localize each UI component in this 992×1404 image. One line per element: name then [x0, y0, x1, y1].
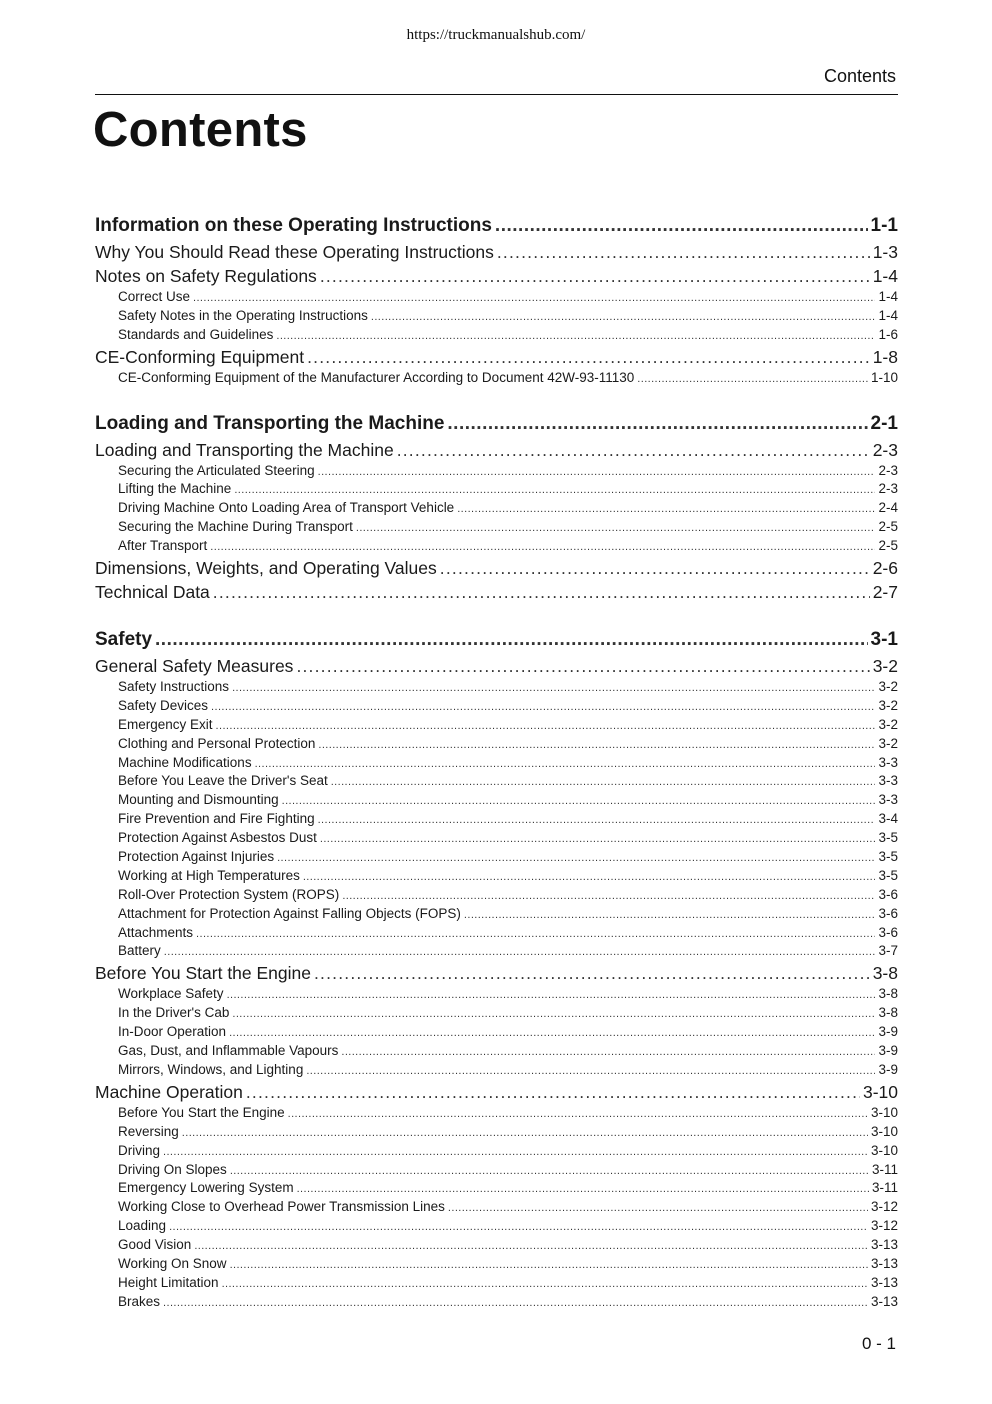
toc-subsection[interactable] [95, 326, 898, 345]
dot-leader [155, 626, 868, 654]
toc-entry-title: Before You Leave the Driver's Seat [118, 773, 328, 789]
dot-leader [318, 736, 875, 754]
toc-entry-title: Roll-Over Protection System (ROPS) [118, 886, 340, 902]
toc-entry-page: 3-1 [870, 629, 898, 651]
toc-entry-page: 2-7 [872, 582, 898, 603]
toc-entry-title: Driving Machine Onto Loading Area of Transport Vehicle [118, 500, 455, 516]
toc-subsection[interactable] [95, 1042, 898, 1061]
toc-section[interactable] [95, 961, 898, 985]
dot-leader [356, 519, 876, 537]
toc-entry-title: Loading [118, 1218, 167, 1234]
toc-entry-page: 1-1 [870, 215, 898, 236]
toc-entry-page: 3-12 [870, 1199, 898, 1215]
dot-leader [230, 1162, 869, 1180]
toc-subsection[interactable] [95, 924, 898, 943]
dot-leader [194, 1237, 868, 1255]
toc-entry-page: 3-2 [878, 716, 898, 732]
dot-leader [318, 463, 876, 481]
dot-leader [318, 811, 876, 829]
toc-section[interactable] [95, 240, 898, 264]
toc-entry-title: Machine Operation [95, 1081, 243, 1102]
dot-leader [320, 264, 870, 288]
toc-subsection[interactable] [95, 754, 898, 773]
toc-subsection[interactable] [95, 678, 898, 697]
page-number: 0 - 1 [861, 1334, 896, 1353]
toc-subsection[interactable] [95, 697, 898, 716]
dot-leader [164, 943, 876, 961]
toc-subsection[interactable] [95, 499, 898, 518]
toc-subsection[interactable] [95, 1061, 898, 1080]
toc-entry-title: Mirrors, Windows, and Lighting [118, 1061, 304, 1077]
dot-leader [246, 1080, 860, 1104]
dot-leader [306, 1062, 875, 1080]
toc-subsection[interactable] [95, 1293, 898, 1312]
toc-entry-page: 3-8 [872, 963, 898, 984]
dot-leader [303, 868, 876, 886]
toc-entry-page: 1-6 [878, 326, 898, 342]
toc-entry-page: 3-3 [878, 754, 898, 770]
toc-subsection[interactable] [95, 288, 898, 307]
toc-entry-title: Protection Against Injuries [118, 849, 275, 865]
toc-entry-title: In-Door Operation [118, 1024, 227, 1040]
dot-leader [457, 500, 875, 518]
toc-chapter[interactable] [95, 626, 898, 654]
toc-entry-title: Attachments [118, 924, 194, 940]
dot-leader [227, 986, 876, 1004]
dot-leader [213, 580, 870, 604]
toc-entry-page: 3-10 [870, 1142, 898, 1158]
dot-leader [320, 830, 876, 848]
section-gap [95, 388, 898, 410]
toc-entry-title: Before You Start the Engine [118, 1104, 285, 1120]
toc-entry-title: Driving [118, 1142, 161, 1158]
dot-leader [497, 240, 870, 264]
dot-leader [216, 717, 876, 735]
toc-subsection[interactable] [95, 1236, 898, 1255]
dot-leader [288, 1105, 868, 1123]
toc-entry-title: Loading and Transporting the Machine [95, 412, 445, 434]
toc-entry-page: 3-8 [878, 986, 898, 1002]
toc-entry-page: 3-2 [878, 697, 898, 713]
dot-leader [331, 773, 876, 791]
toc-subsection[interactable] [95, 1161, 898, 1180]
toc-subsection[interactable] [95, 480, 898, 499]
dot-leader [342, 887, 875, 905]
dot-leader [211, 698, 875, 716]
source-url[interactable]: https://truckmanualshub.com/ [406, 27, 586, 43]
toc-entry-page: 1-4 [878, 289, 898, 304]
toc-entry-page: 1-3 [872, 242, 898, 262]
toc-subsection[interactable] [95, 829, 898, 848]
toc-entry-title: Gas, Dust, and Inflammable Vapours [118, 1043, 339, 1059]
dot-leader [297, 1180, 869, 1198]
toc-entry-title: Lifting the Machine [118, 481, 232, 497]
dot-leader [440, 556, 870, 580]
toc-entry-title: Brakes [118, 1293, 161, 1309]
toc-entry-title: Dimensions, Weights, and Operating Values [95, 558, 437, 579]
toc-entry-page: 3-8 [878, 1005, 898, 1021]
toc-entry-title: Information on these Operating Instructions [95, 215, 492, 236]
dot-leader [371, 308, 876, 326]
toc-subsection[interactable] [95, 307, 898, 326]
toc-entry-page: 2-4 [878, 500, 898, 516]
dot-leader [222, 1275, 868, 1293]
toc-section[interactable] [95, 438, 898, 462]
dot-leader [169, 1218, 868, 1236]
toc-entry-page: 3-5 [878, 867, 898, 883]
toc-subsection[interactable] [95, 1104, 898, 1123]
toc-entry-title: After Transport [118, 538, 208, 554]
dot-leader [637, 370, 868, 388]
toc-entry-title: Safety Instructions [118, 679, 230, 695]
toc-subsection[interactable] [95, 985, 898, 1004]
toc-entry-title: CE-Conforming Equipment of the Manufacturer According to Document 42W-93-11130 [118, 369, 635, 385]
toc-entry-page: 3-10 [870, 1104, 898, 1120]
dot-leader [282, 792, 876, 810]
dot-leader [232, 679, 875, 697]
toc-entry-page: 3-11 [871, 1180, 898, 1196]
dot-leader [341, 1043, 875, 1061]
toc-subsection[interactable] [95, 537, 898, 556]
dot-leader [464, 906, 876, 924]
toc-entry-title: Fire Prevention and Fire Fighting [118, 811, 315, 827]
toc-entry-title: Working On Snow [118, 1255, 227, 1271]
toc-entry-page: 2-3 [878, 462, 898, 478]
toc-entry-title: Clothing and Personal Protection [118, 735, 316, 751]
toc-section[interactable] [95, 264, 898, 288]
toc-entry-page: 1-4 [872, 266, 898, 286]
toc-section[interactable] [95, 345, 898, 369]
toc-entry-page: 3-13 [870, 1293, 898, 1309]
page-title: Contents [93, 103, 308, 157]
toc-entry-page: 3-2 [878, 679, 898, 695]
toc-entry-title: Driving On Slopes [118, 1161, 227, 1177]
toc-subsection[interactable] [95, 1255, 898, 1274]
toc-entry-page: 3-7 [878, 943, 898, 959]
toc-entry-page: 2-3 [872, 439, 898, 460]
dot-leader [277, 849, 875, 867]
toc-entry-page: 3-5 [878, 830, 898, 846]
toc-entry-title: Notes on Safety Regulations [95, 266, 317, 286]
toc-entry-title: Safety [95, 629, 153, 651]
toc-section[interactable] [95, 654, 898, 678]
dot-leader [307, 345, 870, 369]
toc-subsection[interactable] [95, 810, 898, 829]
toc-entry-page: 1-8 [872, 346, 898, 367]
toc-entry-title: Working Close to Overhead Power Transmission Lines [118, 1199, 445, 1215]
toc-entry-title: Protection Against Asbestos Dust [118, 830, 317, 846]
toc-entry-page: 3-6 [878, 905, 898, 921]
toc-entry-title: Standards and Guidelines [118, 326, 274, 342]
dot-leader [234, 481, 875, 499]
dot-leader [232, 1005, 875, 1023]
toc-entry-page: 2-3 [878, 481, 898, 497]
toc-entry-title: CE-Conforming Equipment [95, 346, 305, 367]
toc-entry-page: 3-13 [870, 1274, 898, 1290]
toc-entry-title: Correct Use [118, 289, 191, 304]
toc-subsection[interactable] [95, 1198, 898, 1217]
toc-subsection[interactable] [95, 518, 898, 537]
toc-entry-page: 2-1 [870, 412, 898, 434]
toc-subsection[interactable] [95, 791, 898, 810]
toc-entry-page: 3-3 [878, 792, 898, 808]
toc-subsection[interactable] [95, 867, 898, 886]
toc-subsection[interactable] [95, 772, 898, 791]
toc-entry-page: 3-9 [878, 1043, 898, 1059]
dot-leader [230, 1256, 868, 1274]
toc-entry-page: 3-10 [862, 1081, 898, 1102]
toc-subsection[interactable] [95, 1179, 898, 1198]
toc-entry-title: Securing the Machine During Transport [118, 519, 353, 535]
dot-leader [448, 1199, 868, 1217]
toc-entry-page: 3-2 [872, 656, 898, 677]
toc-entry-page: 2-5 [878, 538, 898, 554]
dot-leader [196, 925, 875, 943]
toc-subsection[interactable] [95, 1217, 898, 1236]
dot-leader [296, 654, 869, 678]
toc-entry-title: Safety Devices [118, 697, 209, 713]
toc-entry-title: Technical Data [95, 582, 210, 603]
toc-entry-page: 3-13 [870, 1237, 898, 1253]
toc-subsection[interactable] [95, 1142, 898, 1161]
toc-entry-title: Machine Modifications [118, 754, 252, 770]
toc-subsection[interactable] [95, 1123, 898, 1142]
toc-subsection[interactable] [95, 1004, 898, 1023]
toc-entry-page: 3-9 [878, 1024, 898, 1040]
toc-subsection[interactable] [95, 886, 898, 905]
toc-entry-page: 2-6 [872, 558, 898, 579]
dot-leader [276, 327, 875, 345]
toc-entry-title: Mounting and Dismounting [118, 792, 279, 808]
toc-subsection[interactable] [95, 369, 898, 388]
toc-entry-title: Emergency Lowering System [118, 1180, 294, 1196]
dot-leader [163, 1294, 868, 1312]
toc-subsection[interactable] [95, 848, 898, 867]
table-of-contents [95, 212, 898, 1312]
toc-entry-page: 3-4 [878, 811, 898, 827]
toc-entry-title: Good Vision [118, 1237, 192, 1253]
toc-entry-page: 3-6 [878, 924, 898, 940]
toc-entry-title: Battery [118, 943, 161, 959]
toc-subsection[interactable] [95, 735, 898, 754]
dot-leader [163, 1143, 868, 1161]
dot-leader [210, 538, 875, 556]
header-rule [95, 94, 898, 95]
toc-entry-title: Height Limitation [118, 1274, 219, 1290]
toc-entry-title: General Safety Measures [95, 656, 294, 677]
toc-section[interactable] [95, 580, 898, 604]
dot-leader [182, 1124, 868, 1142]
toc-subsection[interactable] [95, 942, 898, 961]
toc-entry-page: 2-5 [878, 519, 898, 535]
toc-entry-title: Securing the Articulated Steering [118, 462, 315, 478]
toc-entry-page: 3-12 [870, 1218, 898, 1234]
toc-entry-title: Before You Start the Engine [95, 963, 311, 984]
toc-entry-title: Working at High Temperatures [118, 867, 300, 883]
toc-chapter[interactable] [95, 212, 898, 240]
toc-entry-title: Loading and Transporting the Machine [95, 439, 394, 460]
dot-leader [495, 212, 868, 240]
toc-entry-title: Attachment for Protection Against Falling Objects (FOPS) [118, 905, 461, 921]
toc-entry-page: 3-2 [878, 735, 898, 751]
dot-leader [193, 289, 875, 307]
toc-entry-page: 3-11 [871, 1161, 898, 1177]
toc-subsection[interactable] [95, 905, 898, 924]
toc-subsection[interactable] [95, 1274, 898, 1293]
toc-section[interactable] [95, 556, 898, 580]
toc-entry-page: 1-4 [878, 307, 898, 323]
toc-subsection[interactable] [95, 462, 898, 481]
toc-chapter[interactable] [95, 410, 898, 438]
toc-entry-page: 3-9 [878, 1061, 898, 1077]
toc-entry-title: Why You Should Read these Operating Instructions [95, 242, 494, 262]
dot-leader [397, 438, 870, 462]
toc-entry-page: 3-6 [878, 886, 898, 902]
section-gap [95, 604, 898, 626]
toc-entry-page: 3-5 [878, 849, 898, 865]
dot-leader [229, 1024, 875, 1042]
toc-entry-title: Safety Notes in the Operating Instructions [118, 307, 368, 323]
toc-entry-page: 3-13 [870, 1255, 898, 1271]
toc-entry-page: 1-10 [870, 369, 898, 385]
toc-entry-title: In the Driver's Cab [118, 1005, 230, 1021]
toc-section[interactable] [95, 1080, 898, 1104]
dot-leader [314, 961, 870, 985]
toc-entry-title: Workplace Safety [118, 986, 224, 1002]
toc-entry-title: Emergency Exit [118, 716, 213, 732]
toc-entry-page: 3-3 [878, 773, 898, 789]
toc-subsection[interactable] [95, 716, 898, 735]
toc-subsection[interactable] [95, 1023, 898, 1042]
running-head: Contents [823, 66, 896, 86]
toc-entry-page: 3-10 [870, 1123, 898, 1139]
dot-leader [255, 755, 876, 773]
dot-leader [447, 410, 867, 438]
toc-entry-title: Reversing [118, 1123, 179, 1139]
